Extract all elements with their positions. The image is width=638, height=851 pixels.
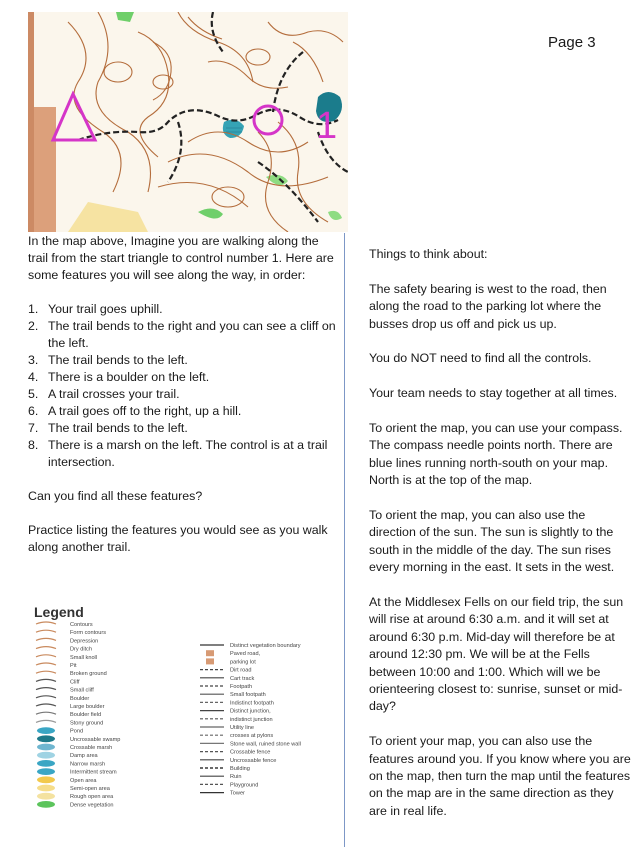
legend-symbol [36,630,56,632]
legend-symbol [37,793,55,800]
legend-symbol [36,679,56,681]
legend-label: Dry ditch [70,646,93,653]
legend-label: Boulder field [70,712,102,719]
practice-text: Practice listing the features you would see as you walk along another trail. [28,523,328,554]
control-number: 1 [316,105,338,147]
tips-heading: Things to think about: [369,247,488,261]
legend-symbol [36,671,56,673]
column-divider [344,233,345,847]
legend-label: Contours [70,622,93,628]
list-item: 6. A trail goes off to the right, up a hill. [28,404,242,418]
legend-symbol [37,744,55,751]
legend-symbol [37,735,55,742]
legend-label: Semi-open area [70,786,110,792]
legend-title: Legend [34,604,84,620]
question-text: Can you find all these features? [28,489,203,503]
legend-symbol [36,696,56,698]
tip-paragraph: To orient your map, you can also use the features around you. If you know where you are on the map, then turn the map until the features on the map are in the same direction as they are in real life. [369,734,631,818]
legend-label: parking lot [230,659,256,666]
legend-label: Rough open area [70,794,114,801]
tip-paragraph: To orient the map, you can use your compass. The compass needle points north. There are blue lines running north-south on your map. North is at the top of the map. [369,421,623,488]
legend-label: Stony ground [70,720,104,727]
list-item: 4. There is a boulder on the left. [28,370,210,384]
legend-symbol [37,727,55,734]
list-item: 5. A trail crosses your trail. [28,387,180,401]
legend-label: Crossable fence [230,749,271,756]
legend-label: Utility line [230,725,254,731]
legend-label: Small knoll [70,654,98,661]
legend-symbol [36,720,56,722]
legend-symbol [36,663,56,665]
list-item: 2. The trail bends to the right and you can see a cliff on the left. [28,319,336,350]
legend-symbol [37,801,55,808]
map-legend [28,597,340,822]
legend-label: Narrow marsh [70,761,106,768]
legend-label: Paved road, [230,651,261,658]
list-item: 3. The trail bends to the left. [28,353,188,367]
list-item: 8. There is a marsh on the left. The control is at a trail intersection. [28,438,328,469]
legend-label: Pond [70,728,84,735]
legend-label: Boulder [70,695,90,702]
legend-symbol [36,688,56,690]
tip-paragraph: To orient the map, you can also use the direction of the sun. The sun is slightly to the south in the middle of the day. The sun rises every morning in the east. It sets in the west. [369,508,615,575]
legend-label: Crossable marsh [70,745,113,751]
legend-label: Playground [230,782,259,789]
legend-label: Indistinct footpath [230,700,274,707]
legend-symbol [206,650,214,656]
legend-label: Damp area [70,753,98,760]
feature-list [28,301,340,471]
legend-label: Broken ground [70,671,107,678]
legend-label: Small cliff [70,687,94,694]
legend-label: Small footpath [230,692,266,699]
legend-label: Tower [230,790,245,797]
legend-label: Uncrossable fence [230,757,277,764]
legend-symbol [36,704,56,706]
tips-column [369,246,631,838]
legend-symbol [37,785,55,792]
legend-symbol [206,658,214,664]
legend-label: crosses at pylons [230,733,274,740]
legend-symbol [36,638,56,640]
legend-symbol [37,760,55,767]
legend-symbol [36,712,56,714]
legend-symbol [36,655,56,657]
legend-label: Dense vegetation [70,802,114,809]
legend-symbol [36,647,56,649]
tip-paragraph: You do NOT need to find all the controls. [369,351,592,366]
legend-label: Form contours [70,630,107,637]
legend-label: Footpath [230,684,253,690]
tip-paragraph: The safety bearing is west to the road, then along the road to the parking lot where the busses drop us off and pick us up. [369,281,607,331]
legend-label: Building [230,766,250,772]
legend-label: Uncrossable swamp [70,736,121,743]
legend-label: Large boulder [70,704,105,710]
legend-symbol [37,752,55,759]
legend-symbol [37,768,55,775]
legend-label: Open area [70,777,97,784]
tip-paragraph: At the Middlesex Fells on our field trip, the sun will rise at around 6:30 a.m. and it will set at around 6:30 p.m. Mid-day will therefore be at around 12:30 pm. We will be at the Fells between 10:00 and 1:00. Which will we be orienteering closest to: sunrise, sunset or mid-day? [369,595,624,714]
legend-label: Stone wall, ruined stone wall [230,741,301,748]
legend-label: Ruin [230,774,242,781]
legend-label: Dirt road [230,667,252,674]
legend-label: Cliff [70,679,80,686]
legend-label: Distinct junction, [230,708,271,715]
legend-label: indistinct junction [230,716,273,723]
legend-symbol [37,776,55,783]
page-number: Page 3 [548,34,596,51]
instructions-column [28,233,340,556]
legend-label: Depression [70,638,99,645]
list-item: 1. Your trail goes uphill. [28,302,163,316]
legend-label: Cart track [230,675,255,682]
intro-text: In the map above, Imagine you are walking along the trail from the start triangle to control number 1. Here are some features you will see along the way, in order: [28,234,334,282]
list-item: 7. The trail bends to the left. [28,421,188,435]
orienteering-map [28,12,348,232]
legend-label: Pit [70,663,77,669]
legend-label: Intermittent stream [70,769,117,776]
legend-symbol [36,622,56,624]
legend-label: Distinct vegetation boundary [230,643,301,649]
tip-paragraph: Your team needs to stay together at all times. [369,386,618,401]
